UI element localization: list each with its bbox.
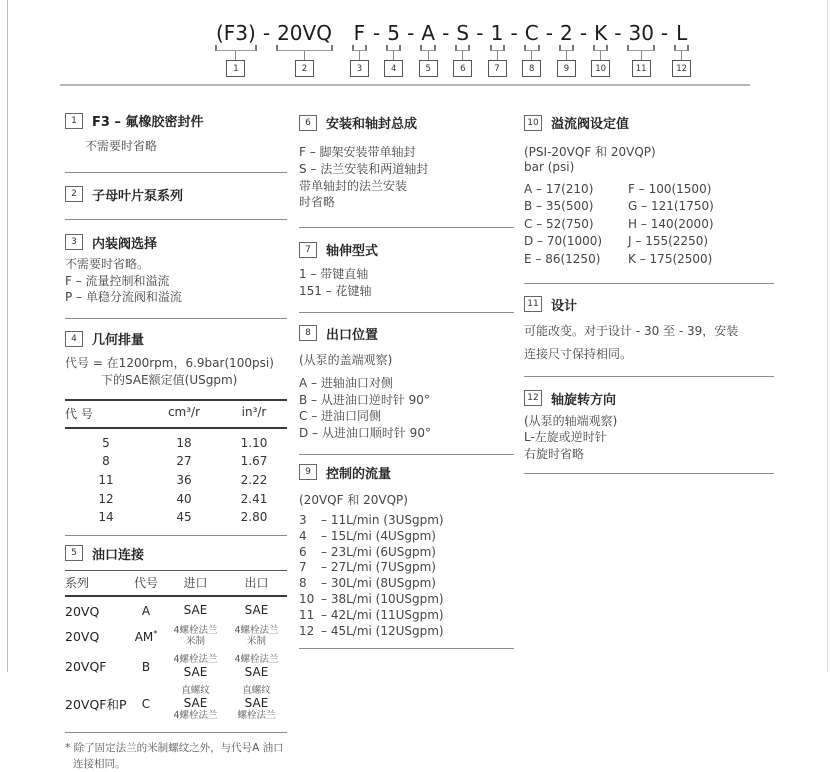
code-value: AM — [134, 630, 154, 645]
body-text: 下的SAE额定值(USgpm) — [101, 372, 238, 387]
section-number-box: 2 — [65, 186, 83, 202]
flow-code: 12 — [299, 623, 315, 638]
segment-number-box: 1 — [226, 60, 245, 77]
code-segment-text: 2 — [560, 21, 573, 45]
section-5-title-row — [65, 544, 287, 563]
segment-number-box: 4 — [384, 60, 403, 77]
code-segment-9 — [557, 22, 576, 77]
body-text: C – 进油口同侧 — [299, 409, 382, 424]
right-column — [524, 105, 774, 474]
unit-label: bar (psi) — [524, 160, 575, 174]
section-3-title-row — [65, 233, 287, 252]
code-value: B — [141, 659, 151, 674]
column-header: 系列 — [65, 575, 90, 590]
flow-code: 8 — [299, 576, 307, 591]
body-text: F – 流量控制和溢流 — [65, 273, 170, 288]
body-text: 可能改变。对于设计 - 30 至 - 39，安装 — [524, 323, 739, 338]
section-title: 内装阀选择 — [92, 236, 158, 252]
flow-item — [299, 576, 514, 592]
section-number-box: 3 — [65, 234, 83, 250]
section-number-box: 7 — [299, 242, 317, 258]
column-header: 代号 — [133, 575, 158, 590]
middle-column — [299, 105, 514, 649]
flow-code: 3 — [299, 512, 307, 527]
port-line: 米制 — [185, 635, 205, 647]
flow-item — [299, 529, 514, 545]
section-title: 安装和轴封总成 — [326, 117, 418, 132]
port-table-footnote — [65, 741, 287, 772]
section-11-title-row — [524, 295, 774, 314]
code-segment-text: 1 — [490, 21, 504, 45]
section-2-title-row — [65, 185, 287, 204]
port-line: 4螺栓法兰 — [173, 624, 218, 636]
code-segment-10 — [591, 22, 610, 77]
code-segment-text: F — [353, 21, 366, 45]
code-segment-12 — [672, 22, 691, 77]
table-cell-outlet — [226, 686, 287, 722]
section-1 — [65, 105, 287, 155]
flow-desc: – 15L/mi (4USgpm) — [321, 528, 436, 543]
code-value: C — [141, 697, 151, 712]
model-code-diagram — [213, 22, 691, 77]
section-divider — [524, 473, 774, 474]
relief-item: J – 155(2250) — [628, 234, 709, 249]
code-segment-text: L — [676, 21, 688, 45]
segment-connector — [235, 51, 236, 60]
page-right-border — [827, 0, 828, 672]
port-line: SAE — [183, 603, 208, 618]
code-footnote-mark: * — [153, 629, 158, 639]
table-cell-series: 20VQF — [65, 659, 107, 675]
table-cell: 27 — [176, 454, 192, 469]
segment-connector — [681, 51, 682, 60]
section-number-box: 4 — [65, 331, 83, 347]
table-cell: 8 — [102, 454, 110, 469]
code-segment-7 — [488, 22, 507, 77]
section-5 — [65, 536, 287, 722]
displacement-table-header — [65, 401, 287, 427]
table-cell-code — [127, 604, 165, 618]
table-cell-code — [127, 697, 165, 711]
segment-connector — [497, 51, 498, 60]
flow-desc: – 38L/mi (10USgpm) — [321, 592, 444, 607]
code-segment-5 — [418, 22, 438, 77]
page-left-border — [7, 0, 8, 672]
port-line: 4螺栓法兰 — [234, 624, 279, 636]
relief-item: B – 35(500) — [524, 199, 594, 214]
body-text: 1 – 带键直轴 — [299, 267, 369, 282]
code-segment-text: 30 — [628, 21, 654, 45]
flow-desc: – 11L/min (3USgpm) — [321, 512, 444, 527]
table-cell: 36 — [176, 472, 192, 487]
port-table-header — [65, 571, 287, 595]
table-cell: 18 — [176, 435, 192, 450]
section-title: 溢流阀设定值 — [551, 117, 630, 132]
code-segment-3 — [350, 22, 369, 77]
section-3 — [65, 220, 287, 306]
section-title: F3 – 氟橡胶密封件 — [92, 115, 204, 130]
relief-item: A – 17(210) — [524, 182, 594, 196]
section-10-title-row — [524, 113, 774, 132]
flow-item — [299, 624, 514, 640]
code-separator: - — [407, 21, 415, 45]
column-header: 代 号 — [65, 406, 93, 421]
body-text: 连接尺寸保持相同。 — [524, 346, 633, 361]
section-12-title-row — [524, 389, 774, 408]
relief-item: C – 52(750) — [524, 216, 594, 231]
flow-desc: – 42L/mi (11USgpm) — [321, 607, 444, 622]
table-cell: 14 — [98, 510, 114, 525]
section-10 — [524, 105, 774, 269]
section-7 — [299, 228, 514, 300]
code-segment-text: A — [421, 21, 436, 45]
flow-code: 10 — [299, 592, 315, 607]
port-line: 直螺纹 — [242, 685, 271, 697]
body-text: 不需要时省略 — [85, 139, 158, 153]
table-cell-inlet — [165, 626, 226, 648]
body-text: A – 进轴油口对侧 — [299, 375, 393, 390]
table-cell: 5 — [102, 435, 110, 450]
section-11 — [524, 284, 774, 366]
code-segment-8 — [522, 22, 542, 77]
table-cell: 11 — [98, 472, 114, 487]
table-cell: 40 — [176, 491, 192, 506]
body-text: F – 脚架安装带单轴封 — [299, 145, 416, 159]
section-number-box: 10 — [524, 115, 542, 131]
relief-item: D – 70(1000) — [524, 234, 603, 249]
code-separator: - — [476, 21, 484, 45]
displacement-table-body — [65, 429, 287, 527]
code-value: A — [141, 604, 151, 619]
segment-connector — [641, 51, 642, 60]
displacement-table — [65, 399, 287, 527]
section-4 — [65, 319, 287, 527]
segment-connector — [359, 51, 360, 60]
relief-item: G – 121(1750) — [628, 199, 714, 214]
table-cell: 1.67 — [240, 454, 268, 469]
code-segment-text: 20VQ — [277, 21, 332, 45]
section-6-title-row — [299, 113, 514, 132]
section-title: 控制的流量 — [326, 466, 392, 482]
section-1-title-row — [65, 111, 287, 130]
code-separator: - — [442, 21, 450, 45]
body-text: 右旋时省略 — [524, 447, 585, 462]
port-line: SAE — [244, 603, 269, 618]
code-segment-text: (F3) — [216, 21, 256, 45]
code-segment-11 — [625, 22, 656, 77]
section-title: 轴伸型式 — [326, 244, 379, 260]
section-number-box: 1 — [65, 113, 83, 129]
segment-number-box: 9 — [557, 60, 576, 77]
port-line: 4螺栓法兰 — [173, 710, 218, 722]
column-header: cm³/r — [167, 404, 201, 419]
body-text: S – 法兰安装和两道轴封 — [299, 161, 429, 176]
section-number-box: 12 — [524, 390, 542, 406]
relief-item: H – 140(2000) — [628, 216, 714, 231]
table-cell: 1.10 — [240, 435, 268, 450]
port-line: SAE — [183, 696, 208, 711]
flow-desc: – 45L/mi (12USgpm) — [321, 623, 444, 638]
relief-right-column — [628, 182, 714, 269]
flow-desc: – 23L/mi (6USgpm) — [321, 544, 436, 559]
port-line: 4螺栓法兰 — [173, 653, 218, 665]
code-separator: - — [545, 21, 553, 45]
section-2 — [65, 173, 287, 204]
table-cell-inlet — [165, 604, 226, 618]
port-line: 米制 — [246, 635, 266, 647]
flow-item — [299, 608, 514, 624]
table-cell-outlet — [226, 626, 287, 648]
segment-number-box: 7 — [488, 60, 507, 77]
table-cell-outlet — [226, 655, 287, 680]
port-line: 直螺纹 — [181, 685, 210, 697]
section-12 — [524, 377, 774, 463]
body-text: D – 从进油口顺时针 90° — [299, 426, 431, 441]
port-line: 螺栓法兰 — [237, 710, 276, 722]
segment-connector — [566, 51, 567, 60]
flow-desc: – 27L/mi (7USgpm) — [321, 560, 436, 575]
port-table — [65, 570, 287, 722]
code-segment-text: C — [524, 21, 539, 45]
segment-number-box: 10 — [591, 60, 610, 77]
body-text: 代号 = 在1200rpm，6.9bar(100psi) — [65, 356, 274, 371]
flow-desc: – 30L/mi (8USgpm) — [321, 576, 436, 591]
flow-list — [299, 513, 514, 640]
segment-number-box: 11 — [632, 60, 651, 77]
section-number-box: 6 — [299, 115, 317, 131]
segment-number-box: 2 — [295, 60, 314, 77]
section-number-box: 9 — [299, 464, 317, 480]
header-divider — [60, 84, 750, 86]
code-separator: - — [262, 21, 271, 45]
table-cell-inlet — [165, 655, 226, 680]
flow-code: 11 — [299, 607, 315, 622]
section-title: 几何排量 — [92, 333, 145, 349]
section-title: 设计 — [551, 298, 578, 314]
code-segment-text: S — [456, 21, 470, 45]
body-text: 带单轴封的法兰安装 — [299, 178, 408, 193]
flow-item — [299, 592, 514, 608]
code-segment-text: 5 — [387, 21, 401, 45]
table-cell-series: 20VQ — [65, 603, 100, 619]
segment-connector — [428, 51, 429, 60]
table-cell-series: 20VQF和P — [65, 697, 127, 713]
segment-number-box: 6 — [453, 60, 472, 77]
section-divider — [299, 648, 514, 649]
section-subtitle: (从泵的盖端观察) — [299, 352, 393, 367]
body-text: 时省略 — [299, 195, 336, 210]
footnote-line: 连接相同。 — [73, 757, 126, 770]
segment-connector — [304, 51, 305, 60]
port-table-body — [65, 597, 287, 722]
flow-item — [299, 545, 514, 561]
table-cell: 2.41 — [240, 491, 268, 506]
flow-code: 4 — [299, 528, 307, 543]
body-text: (从泵的轴端观察) — [524, 413, 618, 428]
section-title: 轴旋转方向 — [551, 392, 617, 408]
section-4-title-row — [65, 329, 287, 348]
table-cell-series: 20VQ — [65, 629, 100, 645]
code-separator: - — [510, 21, 518, 45]
relief-left-column — [524, 182, 602, 269]
section-number-box: 5 — [65, 545, 83, 561]
section-number-box: 8 — [299, 325, 317, 341]
relief-item: F – 100(1500) — [628, 182, 712, 196]
port-line: SAE — [244, 664, 269, 679]
code-segment-1 — [213, 22, 259, 77]
flow-item — [299, 513, 514, 529]
segment-connector — [531, 51, 532, 60]
section-number-box: 11 — [524, 296, 542, 312]
table-cell-inlet — [165, 686, 226, 722]
table-cell: 2.80 — [240, 510, 268, 525]
code-segment-text: K — [594, 21, 608, 45]
code-segment-6 — [453, 22, 472, 77]
body-text: 151 – 花键轴 — [299, 283, 372, 298]
column-header: 出口 — [244, 575, 269, 590]
segment-number-box: 12 — [672, 60, 691, 77]
column-header: in³/r — [241, 404, 267, 419]
segment-number-box: 3 — [350, 60, 369, 77]
section-title: 子母叶片泵系列 — [92, 188, 184, 204]
table-cell-outlet — [226, 604, 287, 618]
section-subtitle: (20VQF 和 20VQP) — [299, 492, 408, 507]
table-cell: 45 — [176, 510, 192, 525]
section-subtitle: (PSI-20VQF 和 20VQP) — [524, 145, 656, 159]
flow-code: 7 — [299, 560, 307, 575]
column-header: 进口 — [183, 575, 208, 590]
section-title: 出口位置 — [326, 327, 379, 343]
port-line: 4螺栓法兰 — [234, 653, 279, 665]
code-separator: - — [579, 21, 588, 45]
code-separator: - — [660, 21, 669, 45]
flow-item — [299, 560, 514, 576]
section-8 — [299, 313, 514, 442]
relief-item: E – 86(1250) — [524, 251, 601, 266]
code-separator: - — [614, 21, 622, 45]
body-text: B – 从进油口逆时针 90° — [299, 392, 430, 407]
segment-connector — [462, 51, 463, 60]
body-text: 不需要时省略。 — [65, 256, 150, 271]
section-6 — [299, 105, 514, 211]
table-cell: 2.22 — [240, 472, 268, 487]
section-7-title-row — [299, 240, 514, 259]
segment-connector — [600, 51, 601, 60]
port-line: SAE — [244, 696, 269, 711]
code-segment-2 — [274, 22, 335, 77]
body-text: P – 单稳分流阀和溢流 — [65, 290, 182, 305]
section-title: 油口连接 — [92, 547, 145, 563]
footnote-line: * 除了固定法兰的米制螺纹之外，与代号A 油口 — [65, 741, 284, 754]
segment-number-box: 8 — [522, 60, 541, 77]
segment-number-box: 5 — [419, 60, 438, 77]
segment-connector — [393, 51, 394, 60]
port-line: SAE — [183, 664, 208, 679]
relief-settings — [524, 182, 774, 269]
code-segment-4 — [384, 22, 403, 77]
code-separator: - — [372, 21, 381, 45]
body-text: L-左旋或逆时针 — [524, 430, 607, 445]
table-cell-code — [127, 629, 165, 644]
section-9-title-row — [299, 463, 514, 482]
section-9 — [299, 455, 514, 640]
relief-item: K – 175(2500) — [628, 251, 713, 266]
section-8-title-row — [299, 324, 514, 343]
flow-code: 6 — [299, 544, 307, 559]
table-cell: 12 — [98, 491, 114, 506]
section-divider — [65, 732, 287, 733]
